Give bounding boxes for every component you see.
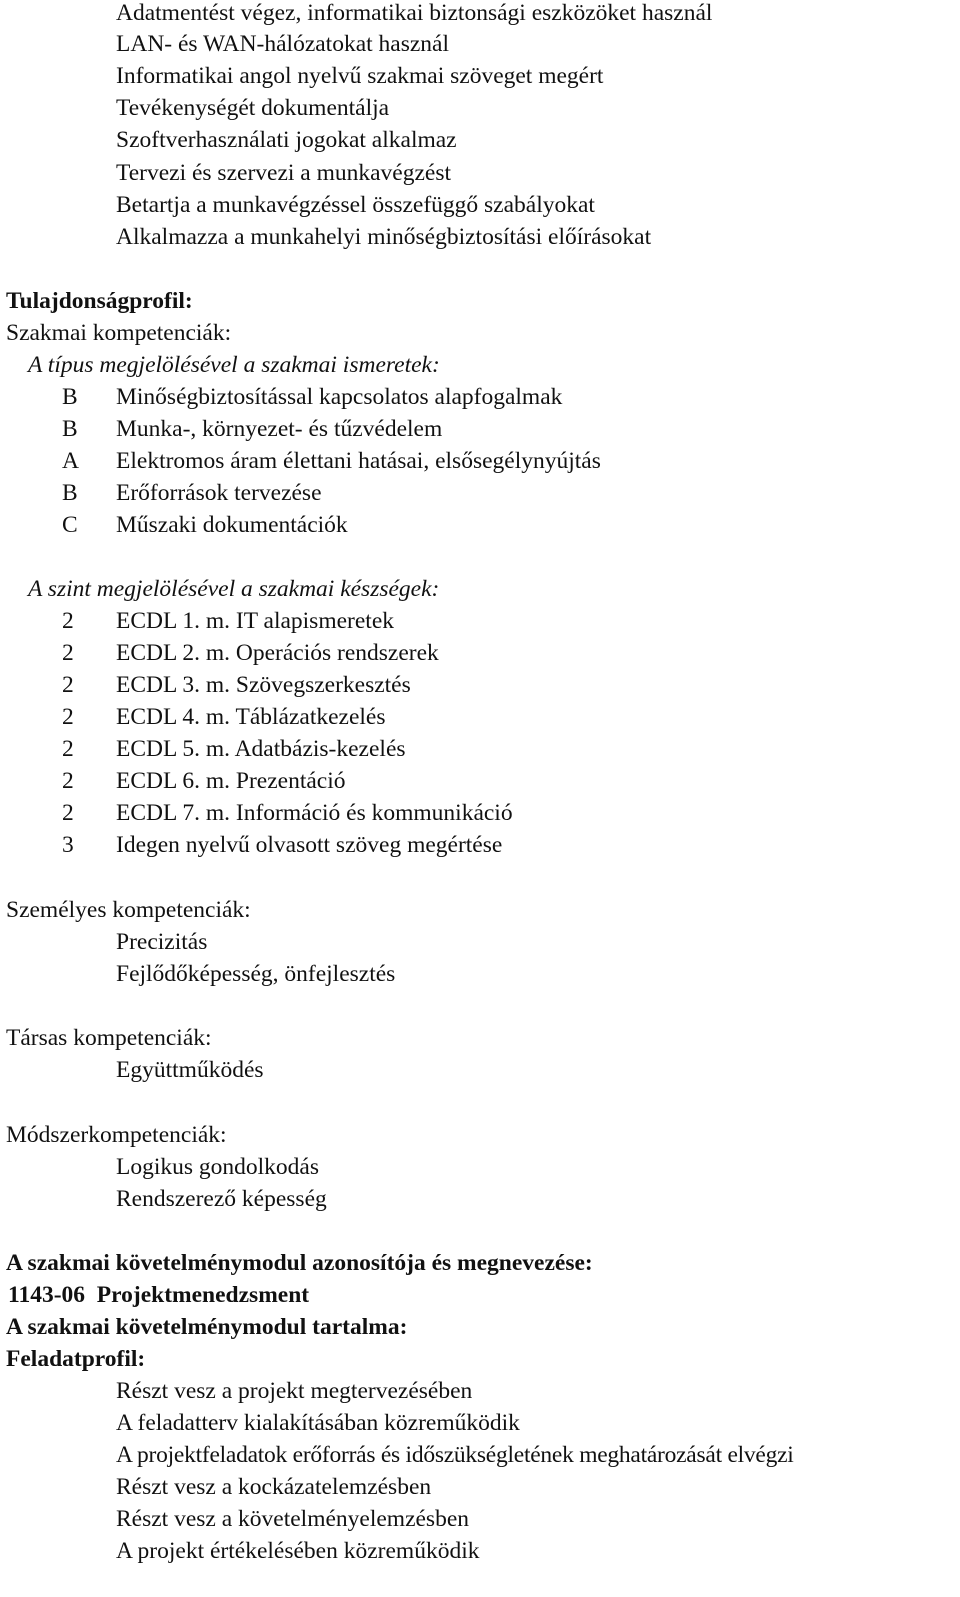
skill-item: ECDL 2. m. Operációs rendszerek <box>116 640 439 666</box>
knowledge-item: Elektromos áram élettani hatásai, elsősegélynyújtás <box>116 448 601 474</box>
personal-heading: Személyes kompetenciák: <box>6 897 251 923</box>
module-task-item: A projektfeladatok erőforrás és időszükségletének meghatározását elvégzi <box>116 1442 794 1468</box>
professional-heading: Szakmai kompetenciák: <box>6 320 232 346</box>
task-profile-heading: Feladatprofil: <box>6 1346 146 1372</box>
task-item: Betartja a munkavégzéssel összefüggő szabályokat <box>116 192 595 218</box>
knowledge-code: C <box>62 512 78 538</box>
skill-item: Idegen nyelvű olvasott szöveg megértése <box>116 832 503 858</box>
skill-item: ECDL 4. m. Táblázatkezelés <box>116 704 386 730</box>
module-task-item: Részt vesz a kockázatelemzésben <box>116 1474 432 1500</box>
task-item: Adatmentést végez, informatikai biztonsági eszközöket használ <box>116 0 713 26</box>
knowledge-code: A <box>62 448 79 474</box>
knowledge-code: B <box>62 384 78 410</box>
profile-title: Tulajdonságprofil: <box>6 288 193 314</box>
skill-item: ECDL 3. m. Szövegszerkesztés <box>116 672 411 698</box>
skill-item: ECDL 7. m. Információ és kommunikáció <box>116 800 513 826</box>
task-item: Tervezi és szervezi a munkavégzést <box>116 160 452 186</box>
task-item: Alkalmazza a munkahelyi minőségbiztosítási előírásokat <box>116 224 652 250</box>
task-item: Szoftverhasználati jogokat alkalmaz <box>116 127 457 153</box>
module-task-item: Részt vesz a követelményelemzésben <box>116 1506 470 1532</box>
skill-item: ECDL 1. m. IT alapismeretek <box>116 608 395 634</box>
skill-code: 2 <box>62 800 74 826</box>
module-task-item: Részt vesz a projekt megtervezésében <box>116 1378 473 1404</box>
skill-item: ECDL 5. m. Adatbázis-kezelés <box>116 736 406 762</box>
skill-code: 2 <box>62 640 74 666</box>
social-heading: Társas kompetenciák: <box>6 1025 212 1051</box>
knowledge-code: B <box>62 416 78 442</box>
skill-code: 2 <box>62 672 74 698</box>
knowledge-item: Minőségbiztosítással kapcsolatos alapfogalmak <box>116 384 563 410</box>
method-heading: Módszerkompetenciák: <box>6 1122 227 1148</box>
knowledge-code: B <box>62 480 78 506</box>
method-item: Rendszerező képesség <box>116 1186 327 1212</box>
task-item: LAN- és WAN-hálózatokat használ <box>116 31 450 57</box>
knowledge-item: Munka-, környezet- és tűzvédelem <box>116 416 443 442</box>
knowledge-item: Műszaki dokumentációk <box>116 512 348 538</box>
module-task-item: A feladatterv kialakításában közreműködik <box>116 1410 520 1436</box>
module-id: 1143-06 Projektmenedzsment <box>8 1282 310 1308</box>
skill-code: 2 <box>62 704 74 730</box>
skill-item: ECDL 6. m. Prezentáció <box>116 768 346 794</box>
module-content-heading: A szakmai követelménymodul tartalma: <box>6 1314 408 1340</box>
task-item: Informatikai angol nyelvű szakmai szöveget megért <box>116 63 604 89</box>
module-id-heading: A szakmai követelménymodul azonosítója és megnevezése: <box>6 1250 593 1276</box>
method-item: Logikus gondolkodás <box>116 1154 320 1180</box>
skills-heading: A szint megjelölésével a szakmai készségek: <box>28 576 440 602</box>
skill-code: 2 <box>62 608 74 634</box>
personal-item: Fejlődőképesség, önfejlesztés <box>116 961 396 987</box>
module-task-item: A projekt értékelésében közreműködik <box>116 1538 480 1564</box>
task-item: Tevékenységét dokumentálja <box>116 95 390 121</box>
skill-code: 3 <box>62 832 74 858</box>
social-item: Együttműködés <box>116 1057 264 1083</box>
skill-code: 2 <box>62 736 74 762</box>
personal-item: Precizitás <box>116 929 208 955</box>
skill-code: 2 <box>62 768 74 794</box>
knowledge-item: Erőforrások tervezése <box>116 480 322 506</box>
knowledge-heading: A típus megjelölésével a szakmai ismeretek: <box>28 352 440 378</box>
